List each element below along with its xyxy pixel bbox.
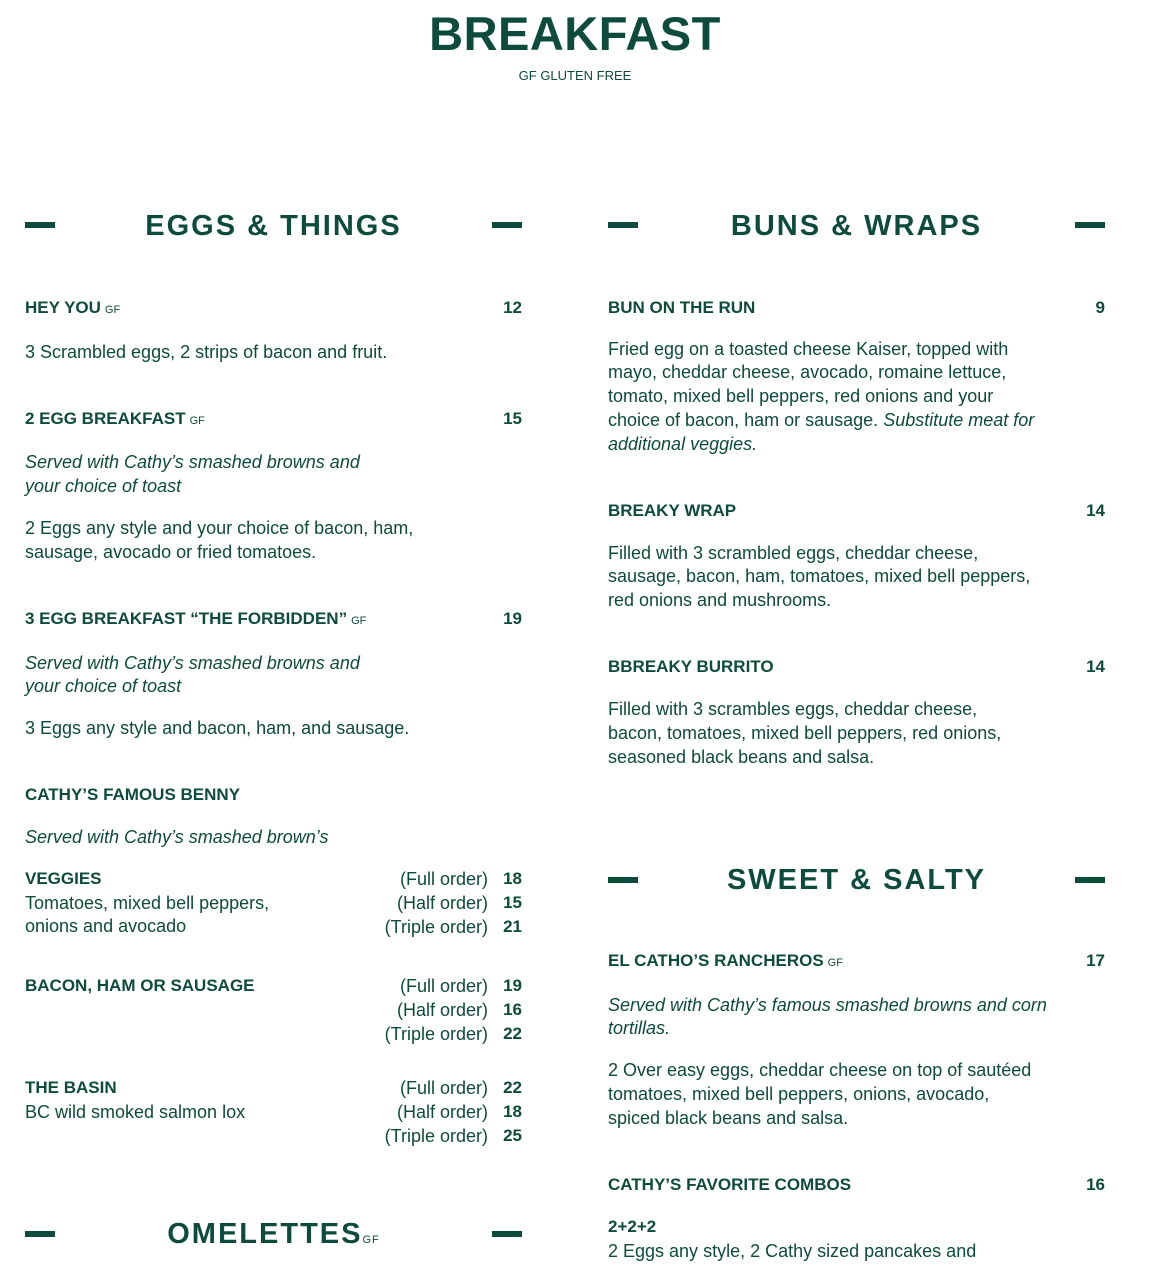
item-served-line-1: Served with Cathy’s famous smashed browns and corn <box>608 995 1047 1015</box>
order-price: 21 <box>503 917 522 936</box>
gf-badge: GF <box>104 304 121 316</box>
menu-item-combos <box>608 1175 1105 1261</box>
item-description-line-2: bacon, tomatoes, mixed bell peppers, red onions, <box>608 723 1002 743</box>
section-omelettes <box>25 1218 522 1267</box>
desc-text: choice of bacon, ham or sausage. <box>608 410 879 430</box>
order-label: (Full order) <box>399 1078 488 1098</box>
order-price: 22 <box>503 1078 522 1097</box>
gf-badge: GF <box>351 615 367 627</box>
order-price: 15 <box>503 893 522 912</box>
item-description-line-3: seasoned black beans and salsa. <box>608 747 875 767</box>
item-served-line-1: Served with Cathy’s smashed browns and <box>25 452 360 472</box>
item-description: 3 Scrambled eggs, 2 strips of bacon and fruit. <box>25 342 388 362</box>
menu-item-breaky-burrito <box>608 657 1105 767</box>
item-description: 3 Eggs any style and bacon, ham, and sausage. <box>25 718 410 738</box>
item-name: 2 EGG BREAKFAST <box>25 409 186 428</box>
item-description-line-3: tomato, mixed bell peppers, red onions and your <box>608 386 994 406</box>
item-description-line-3: spiced black beans and salsa. <box>608 1108 849 1128</box>
order-price: 22 <box>503 1024 522 1043</box>
item-description-line-5: additional veggies. <box>608 434 758 454</box>
item-served-line-2: tortillas. <box>608 1018 671 1038</box>
order-sizes <box>322 1076 522 1148</box>
gf-badge: GF <box>362 1234 380 1246</box>
item-served-line-2: your choice of toast <box>25 476 182 496</box>
order-price: 19 <box>503 976 522 995</box>
item-price: 17 <box>1086 951 1105 970</box>
order-row <box>322 974 522 998</box>
order-label: (Half order) <box>396 1102 488 1122</box>
item-name: VEGGIES <box>25 869 102 888</box>
item-description-line-2: sausage, bacon, ham, tomatoes, mixed bell peppers, <box>608 566 1031 586</box>
section-sweet-salty <box>608 864 1105 917</box>
item-price: 12 <box>503 298 522 317</box>
order-row <box>322 998 522 1022</box>
item-description-line-1: Filled with 3 scrambled eggs, cheddar cheese, <box>608 543 979 563</box>
item-served-line-2: your choice of toast <box>25 676 182 696</box>
benny-option-veggies <box>25 867 522 937</box>
item-price: 14 <box>1086 501 1105 520</box>
item-name: BBREAKY BURRITO <box>608 657 774 676</box>
order-price: 18 <box>503 869 522 888</box>
gf-badge: GF <box>189 415 205 427</box>
benny-option-bacon <box>25 974 522 1044</box>
item-description-line-1: 2 Eggs any style and your choice of bacon, ham, <box>25 518 414 538</box>
section-title <box>25 1218 522 1251</box>
item-description: BC wild smoked salmon lox <box>25 1102 246 1122</box>
item-price: 14 <box>1086 657 1105 676</box>
order-label: (Full order) <box>399 869 488 889</box>
page-title: BREAKFAST <box>429 7 721 60</box>
item-price: 15 <box>503 409 522 428</box>
item-name: EL CATHO’S RANCHEROS <box>608 951 824 970</box>
order-row <box>322 1100 522 1124</box>
item-description-line-1: 2 Over easy eggs, cheddar cheese on top of sautéed <box>608 1060 1032 1080</box>
order-label: (Half order) <box>396 1000 488 1020</box>
item-name: HEY YOU <box>25 298 101 317</box>
item-description-line-2: onions and avocado <box>25 916 187 936</box>
item-description-line-1: 2 Eggs any style, 2 Cathy sized pancakes and <box>608 1241 977 1261</box>
section-buns-wraps <box>608 210 1105 262</box>
order-row <box>322 891 522 915</box>
order-row <box>322 915 522 939</box>
order-price: 25 <box>503 1126 522 1145</box>
item-description-line-4 <box>608 408 1034 432</box>
menu-item-3-egg-breakfast <box>25 609 522 738</box>
order-row <box>322 867 522 891</box>
benny-option-basin <box>25 1076 522 1146</box>
item-served: Served with Cathy’s smashed brown’s <box>25 827 329 847</box>
order-label: (Half order) <box>396 893 488 913</box>
order-sizes <box>322 867 522 939</box>
menu-item-rancheros <box>608 951 1105 1128</box>
item-description-line-1: Filled with 3 scrambles eggs, cheddar cheese, <box>608 699 978 719</box>
order-label: (Triple order) <box>384 917 488 937</box>
order-label: (Triple order) <box>384 1126 488 1146</box>
order-label: (Full order) <box>399 976 488 996</box>
item-description-line-1: Fried egg on a toasted cheese Kaiser, topped with <box>608 339 1009 359</box>
menu-item-2-egg-breakfast <box>25 409 522 562</box>
section-title: SWEET & SALTY <box>726 864 987 896</box>
order-sizes <box>322 974 522 1046</box>
item-sub-name: 2+2+2 <box>608 1217 657 1236</box>
item-description-line-1: Tomatoes, mixed bell peppers, <box>25 893 270 913</box>
page-subtitle: GF GLUTEN FREE <box>518 68 632 83</box>
item-name: CATHY’S FAMOUS BENNY <box>25 785 241 804</box>
order-row <box>322 1076 522 1100</box>
section-eggs-things <box>25 210 522 262</box>
order-price: 16 <box>503 1000 522 1019</box>
section-title: BUNS & WRAPS <box>730 210 983 242</box>
item-price: 16 <box>1086 1175 1105 1194</box>
item-name: BREAKY WRAP <box>608 501 737 520</box>
menu-item-bun-on-the-run <box>608 298 1105 454</box>
section-title-text: OMELETTES <box>167 1218 363 1250</box>
order-label: (Triple order) <box>384 1024 488 1044</box>
desc-italic: Substitute meat for <box>883 410 1035 430</box>
item-name: BUN ON THE RUN <box>608 298 756 317</box>
item-description-line-3: red onions and mushrooms. <box>608 590 832 610</box>
order-row <box>322 1124 522 1148</box>
menu-item-hey-you <box>25 298 522 362</box>
item-name: CATHY’S FAVORITE COMBOS <box>608 1175 852 1194</box>
gf-badge: GF <box>827 957 843 969</box>
section-title: EGGS & THINGS <box>145 210 402 242</box>
item-name: THE BASIN <box>25 1078 117 1097</box>
menu-item-benny <box>25 785 522 847</box>
item-name: BACON, HAM OR SAUSAGE <box>25 976 255 995</box>
item-description-line-2: mayo, cheddar cheese, avocado, romaine lettuce, <box>608 362 1007 382</box>
item-price: 9 <box>1095 298 1105 317</box>
item-description-line-2: tomatoes, mixed bell peppers, onions, avocado, <box>608 1084 990 1104</box>
item-name: 3 EGG BREAKFAST “THE FORBIDDEN” <box>25 609 348 628</box>
order-row <box>322 1022 522 1046</box>
item-served-line-1: Served with Cathy’s smashed browns and <box>25 653 360 673</box>
item-description-line-2: sausage, avocado or fried tomatoes. <box>25 542 317 562</box>
order-price: 18 <box>503 1102 522 1121</box>
menu-item-breaky-wrap <box>608 501 1105 610</box>
item-price: 19 <box>503 609 522 628</box>
